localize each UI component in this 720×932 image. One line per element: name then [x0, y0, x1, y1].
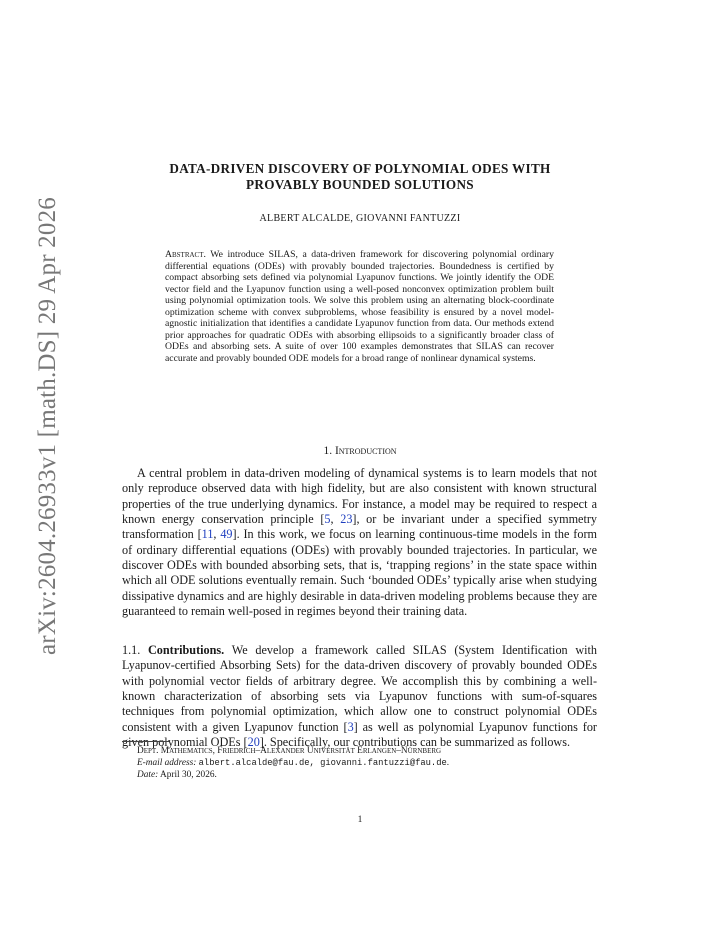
- abstract-label: Abstract.: [165, 249, 206, 260]
- contrib-text-3: ]. Specifically, our contributions can be summarized as follows.: [259, 735, 571, 750]
- citation-link[interactable]: 20: [247, 735, 260, 750]
- email-line: E-mail address: albert.alcalde@fau.de, giovanni.fantuzzi@fau.de.: [137, 758, 450, 769]
- citation-link[interactable]: 49: [220, 527, 233, 542]
- contrib-text-2: ] as well as polynomial Lyapunov functions for given polynomial ODEs [: [122, 719, 597, 750]
- date-value: April 30, 2026.: [160, 770, 217, 781]
- subsection-number: 1.1.: [122, 643, 141, 657]
- intro-text-4: ,: [213, 527, 221, 542]
- email-label: E-mail address: [137, 758, 194, 769]
- section-heading-introduction: [120, 445, 600, 457]
- abstract-text: We introduce SILAS, a data-driven framework for discovering polynomial ordinary differential equations (ODEs) with provably bounded trajectories. Boundedness is certified by compact absorbing sets defined via polynomial Lyapunov functions. We jointly identify the ODE vector field and the Lyapunov function using a well-posed nonconvex optimization problem built using polynomial optimization tools. We solve this problem using an alternating block-coordinate optimization scheme with convex subproblems, whose feasibility is ensured by a novel model-agnostic initialization that identifies a candidate Lyapunov function from data. Our methods extend prior approaches for quadratic ODEs with absorbing ellipsoids to a significantly broader class of ODEs and absorbing sets. A suite of over 100 examples demonstrates that SILAS can recover accurate and provably bounded ODE models for a broad range of nonlinear dynamical systems.: [165, 249, 554, 364]
- intro-paragraph: [122, 466, 597, 619]
- contributions-paragraph: [122, 643, 597, 750]
- section-title: Introduction: [334, 445, 397, 457]
- citation-link[interactable]: 3: [347, 719, 354, 734]
- intro-text-2: ,: [330, 512, 341, 527]
- intro-text-1: A central problem in data-driven modeling of dynamical systems is to learn models that not only reproduce observed data with high fidelity, but are also consistent with known structural properties of the true underlying dynamics. For instance, a model may be required to respect a known energy conservation principle [: [122, 466, 597, 527]
- abstract: [165, 249, 554, 364]
- subsection-heading: Contributions.: [148, 643, 225, 657]
- citation-link[interactable]: 5: [324, 512, 331, 527]
- contrib-text-1: We develop a framework called SILAS (System Identification with Lyapunov-certified Absorbing Sets) for the data-driven discovery of provably bounded ODEs with polynomial vector fields of arbitrary degree. We accomplish this by combining a well-known characterization of absorbing sets via Lyapunov functions with sum-of-squares techniques from polynomial optimization, which allow one to construct polynomial ODEs consistent with a given Lyapunov function [: [122, 643, 598, 734]
- date-label: Date: [137, 770, 156, 781]
- arxiv-sidebar-stamp: arXiv:2604.26933v1 [math.DS] 29 Apr 2026: [34, 197, 61, 655]
- date-line: Date: April 30, 2026.: [137, 770, 217, 781]
- title-line-1: DATA-DRIVEN DISCOVERY OF POLYNOMIAL ODES WITH: [169, 161, 551, 176]
- section-number: 1.: [323, 445, 333, 457]
- page-number: 1: [357, 815, 363, 825]
- footnote-rule: [122, 741, 169, 742]
- citation-link[interactable]: 11: [201, 527, 214, 542]
- citation-link[interactable]: 23: [340, 512, 353, 527]
- footnotes: [122, 745, 600, 782]
- paper-title: [120, 161, 600, 193]
- affiliation: Dept. Mathematics, Friedrich–Alexander Universität Erlangen–Nürnberg: [137, 746, 442, 756]
- intro-text-3: ], or be invariant under a specified symmetry transformation [: [122, 512, 597, 542]
- intro-text-5: ]. In this work, we focus on learning continuous-time models in the form of ordinary differential equations (ODEs) with provably bounded trajectories. In particular, we discover ODEs with bounded absorbing sets, that is, ‘trapping regions’ in the state space within which all ODE solutions eventually remain. Such ‘bounded ODEs’ typically arise when studying dissipative dynamics and are highly desirable in data-driven modeling problems because they are guaranteed to remain well-posed in regimes beyond their training data.: [122, 527, 597, 619]
- email-addresses[interactable]: albert.alcalde@fau.de, giovanni.fantuzzi@fau.de: [198, 758, 447, 769]
- author-list: ALBERT ALCALDE, GIOVANNI FANTUZZI: [259, 213, 461, 224]
- title-line-2: PROVABLY BOUNDED SOLUTIONS: [246, 177, 474, 192]
